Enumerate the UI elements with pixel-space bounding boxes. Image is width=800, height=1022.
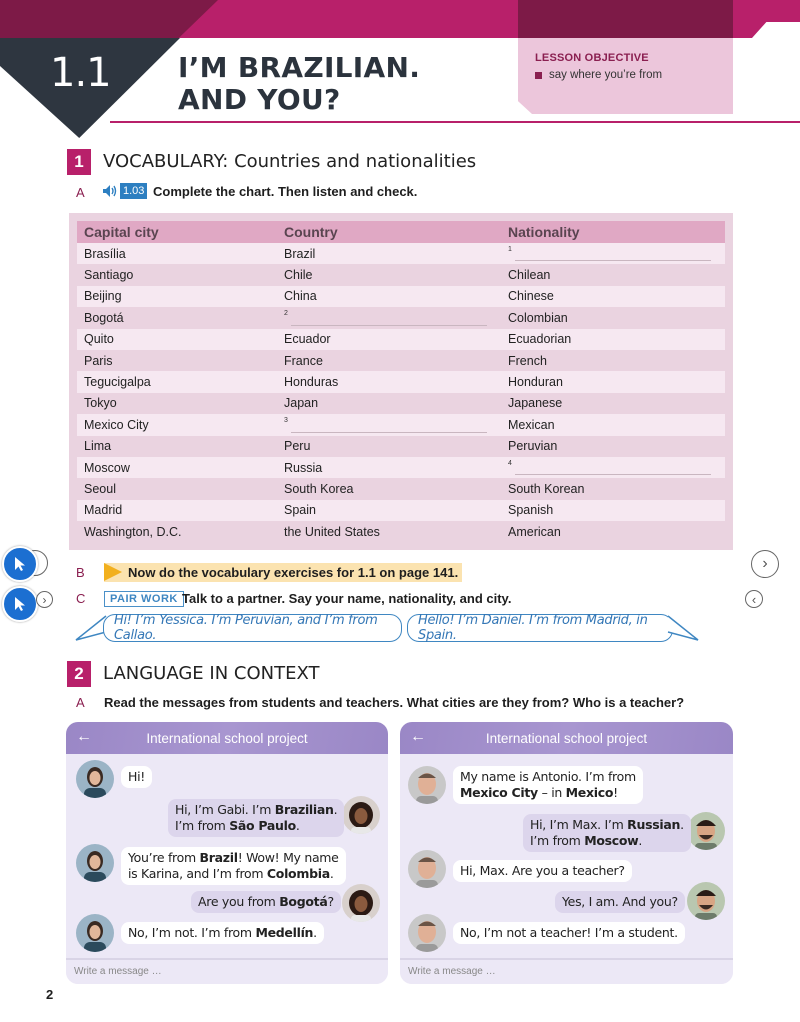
exercise-letter-2a: A xyxy=(76,695,85,710)
chat-title: International school project xyxy=(485,730,648,746)
lesson-number: 1.1 xyxy=(50,50,111,96)
page-number: 2 xyxy=(46,987,54,1002)
audio-track-number[interactable]: 1.03 xyxy=(120,183,147,199)
chevron-right-icon: › xyxy=(42,592,47,607)
pair-work-badge: PAIR WORK xyxy=(104,591,184,607)
chat-message: Are you from Bogotá? xyxy=(191,891,341,913)
exercise-b-instruction: Now do the vocabulary exercises for 1.1 on page 141. xyxy=(128,565,459,580)
cell-capital: Santiago xyxy=(84,268,134,283)
chat-message: Hi, I’m Gabi. I’m Brazilian. I’m from São Paulo. xyxy=(168,799,344,837)
cell-capital: Brasília xyxy=(84,246,126,261)
expand-button[interactable] xyxy=(36,591,53,608)
chat-header xyxy=(400,722,733,754)
cell-nationality: Mexican xyxy=(508,417,555,432)
cell-country: Japan xyxy=(284,396,319,411)
table-row xyxy=(77,414,725,435)
exercise-a-instruction: Complete the chart. Then listen and check. xyxy=(153,184,418,199)
chat-message: Hi, Max. Are you a teacher? xyxy=(453,860,632,882)
column-header-nationality: Nationality xyxy=(508,224,580,240)
cursor-tool-button[interactable] xyxy=(2,546,38,582)
column-header-country: Country xyxy=(284,224,338,240)
exercise-letter-b: B xyxy=(76,565,85,580)
back-arrow-icon[interactable]: ← xyxy=(410,728,426,745)
cell-country: Brazil xyxy=(284,246,316,261)
blank-number: 1 xyxy=(508,246,512,253)
answer-line xyxy=(291,325,487,326)
column-header-capital: Capital city xyxy=(84,224,159,240)
table-header-row xyxy=(77,221,725,243)
cell-nationality: Chinese xyxy=(508,289,554,304)
header-rule xyxy=(110,121,800,123)
avatar-max xyxy=(687,882,725,920)
answer-blank[interactable] xyxy=(501,457,725,478)
section-number-2: 2 xyxy=(67,661,91,687)
cursor-tool-button-2[interactable] xyxy=(2,586,38,622)
chat-message: Hi, I’m Max. I’m Russian. I’m from Moscow. xyxy=(523,814,691,852)
table-row xyxy=(77,243,725,264)
audio-speaker-icon[interactable] xyxy=(102,184,118,198)
cell-capital: Lima xyxy=(84,439,112,454)
section-title-language: LANGUAGE IN CONTEXT xyxy=(103,663,320,684)
cell-capital: Paris xyxy=(84,353,113,368)
blank-number: 4 xyxy=(508,459,512,467)
lesson-title-line2: AND YOU? xyxy=(178,83,341,116)
cell-nationality: American xyxy=(508,524,561,539)
table-row xyxy=(77,329,725,350)
exercise-letter-a: A xyxy=(76,185,85,200)
cell-nationality: Spanish xyxy=(508,503,554,518)
chat-messages xyxy=(400,754,733,954)
chat-message: You’re from Brazil! Wow! My name is Karina, and I’m from Colombia. xyxy=(121,847,346,885)
chat-messages xyxy=(66,754,388,954)
cell-country: South Korea xyxy=(284,481,354,496)
blank-number: 3 xyxy=(284,417,288,425)
section-number-1: 1 xyxy=(67,149,91,175)
cell-capital: Mexico City xyxy=(84,417,149,432)
cell-capital: Beijing xyxy=(84,289,122,304)
cell-country: China xyxy=(284,289,317,304)
exercise-letter-c: C xyxy=(76,591,86,606)
vocabulary-table xyxy=(69,213,733,550)
chat-header xyxy=(66,722,388,754)
objective-text: say where you’re from xyxy=(549,69,663,81)
answer-blank[interactable] xyxy=(501,243,725,264)
table-row xyxy=(77,350,725,371)
lesson-objective-item xyxy=(535,69,662,81)
avatar-gabi xyxy=(342,796,380,834)
avatar-gabi xyxy=(342,884,380,922)
cell-nationality: Colombian xyxy=(508,310,568,325)
cell-country: Honduras xyxy=(284,375,339,390)
cell-nationality: Peruvian xyxy=(508,439,558,454)
table-body xyxy=(77,243,725,542)
answer-line xyxy=(515,474,711,475)
chat-message: My name is Antonio. I’m from Mexico City – in Mexico! xyxy=(453,766,643,804)
back-arrow-icon[interactable]: ← xyxy=(76,728,92,745)
chat-message: Hi! xyxy=(121,766,152,788)
cell-nationality: South Korean xyxy=(508,481,585,496)
speech-bubble-daniel: Hello! I’m Daniel. I’m from Madrid, in Spain. xyxy=(407,614,673,642)
section-title-vocabulary: VOCABULARY: Countries and nationalities xyxy=(103,151,477,172)
avatar-antonio xyxy=(408,914,446,952)
avatar-karina xyxy=(76,844,114,882)
chat-message: No, I’m not a teacher! I’m a student. xyxy=(453,922,685,944)
avatar-karina xyxy=(76,914,114,952)
answer-blank[interactable] xyxy=(277,414,501,435)
cell-capital: Seoul xyxy=(84,481,116,496)
play-arrow-icon xyxy=(104,563,122,581)
chat-message: No, I’m not. I’m from Medellín. xyxy=(121,922,324,944)
lesson-title xyxy=(178,52,420,116)
table-row xyxy=(77,393,725,414)
table-row xyxy=(77,307,725,328)
cell-capital: Madrid xyxy=(84,503,123,518)
next-page-button[interactable] xyxy=(751,550,779,578)
chat-window-1 xyxy=(66,722,388,984)
lesson-objective-label: LESSON OBJECTIVE xyxy=(535,52,649,64)
cell-nationality: Ecuadorian xyxy=(508,332,572,347)
mouse-pointer-icon xyxy=(11,555,29,573)
message-input[interactable]: Write a message … xyxy=(400,958,733,984)
table-row xyxy=(77,264,725,285)
cell-nationality: French xyxy=(508,353,547,368)
speech-tail-right xyxy=(664,614,704,644)
cell-country: the United States xyxy=(284,524,380,539)
table-row xyxy=(77,478,725,499)
avatar-antonio xyxy=(408,850,446,888)
table-row xyxy=(77,371,725,392)
cell-country: Russia xyxy=(284,460,323,475)
avatar-max xyxy=(687,812,725,850)
cell-nationality: Honduran xyxy=(508,375,563,390)
message-input[interactable]: Write a message … xyxy=(66,958,388,984)
cell-capital: Tokyo xyxy=(84,396,117,411)
cell-nationality: Japanese xyxy=(508,396,563,411)
cell-country: Chile xyxy=(284,268,313,283)
speech-bubble-yessica: Hi! I’m Yessica. I’m Peruvian, and I’m from Callao. xyxy=(103,614,402,642)
chevron-left-icon: ‹ xyxy=(751,591,757,607)
table-row xyxy=(77,436,725,457)
table-row xyxy=(77,521,725,542)
cell-capital: Tegucigalpa xyxy=(84,375,151,390)
cell-capital: Quito xyxy=(84,332,114,347)
previous-page-button[interactable] xyxy=(745,590,763,608)
objective-box-top xyxy=(518,0,733,38)
table-row xyxy=(77,286,725,307)
table-row xyxy=(77,500,725,521)
chat-window-2 xyxy=(400,722,733,984)
cell-country: Peru xyxy=(284,439,311,454)
blank-number: 2 xyxy=(284,310,288,318)
answer-line xyxy=(291,432,487,433)
table-row xyxy=(77,457,725,478)
chat-message: Yes, I am. And you? xyxy=(555,891,685,913)
avatar-antonio xyxy=(408,766,446,804)
cell-capital: Washington, D.C. xyxy=(84,524,182,539)
avatar-karina xyxy=(76,760,114,798)
exercise-2a-instruction: Read the messages from students and teachers. What cities are they from? Who is a teacher? xyxy=(104,695,685,710)
chevron-right-icon: › xyxy=(762,555,768,572)
mouse-pointer-icon xyxy=(11,595,29,613)
cell-country: Spain xyxy=(284,503,316,518)
lesson-title-line1: I’M BRAZILIAN. xyxy=(178,51,421,84)
cell-capital: Bogotá xyxy=(84,310,124,325)
answer-line xyxy=(515,260,711,261)
cell-capital: Moscow xyxy=(84,460,130,475)
cell-country: France xyxy=(284,353,323,368)
cell-nationality: Chilean xyxy=(508,268,551,283)
square-bullet-icon xyxy=(535,72,542,79)
cell-country: Ecuador xyxy=(284,332,331,347)
answer-blank[interactable] xyxy=(277,307,501,328)
chat-title: International school project xyxy=(146,730,308,746)
exercise-c-instruction: Talk to a partner. Say your name, nationality, and city. xyxy=(182,591,512,606)
